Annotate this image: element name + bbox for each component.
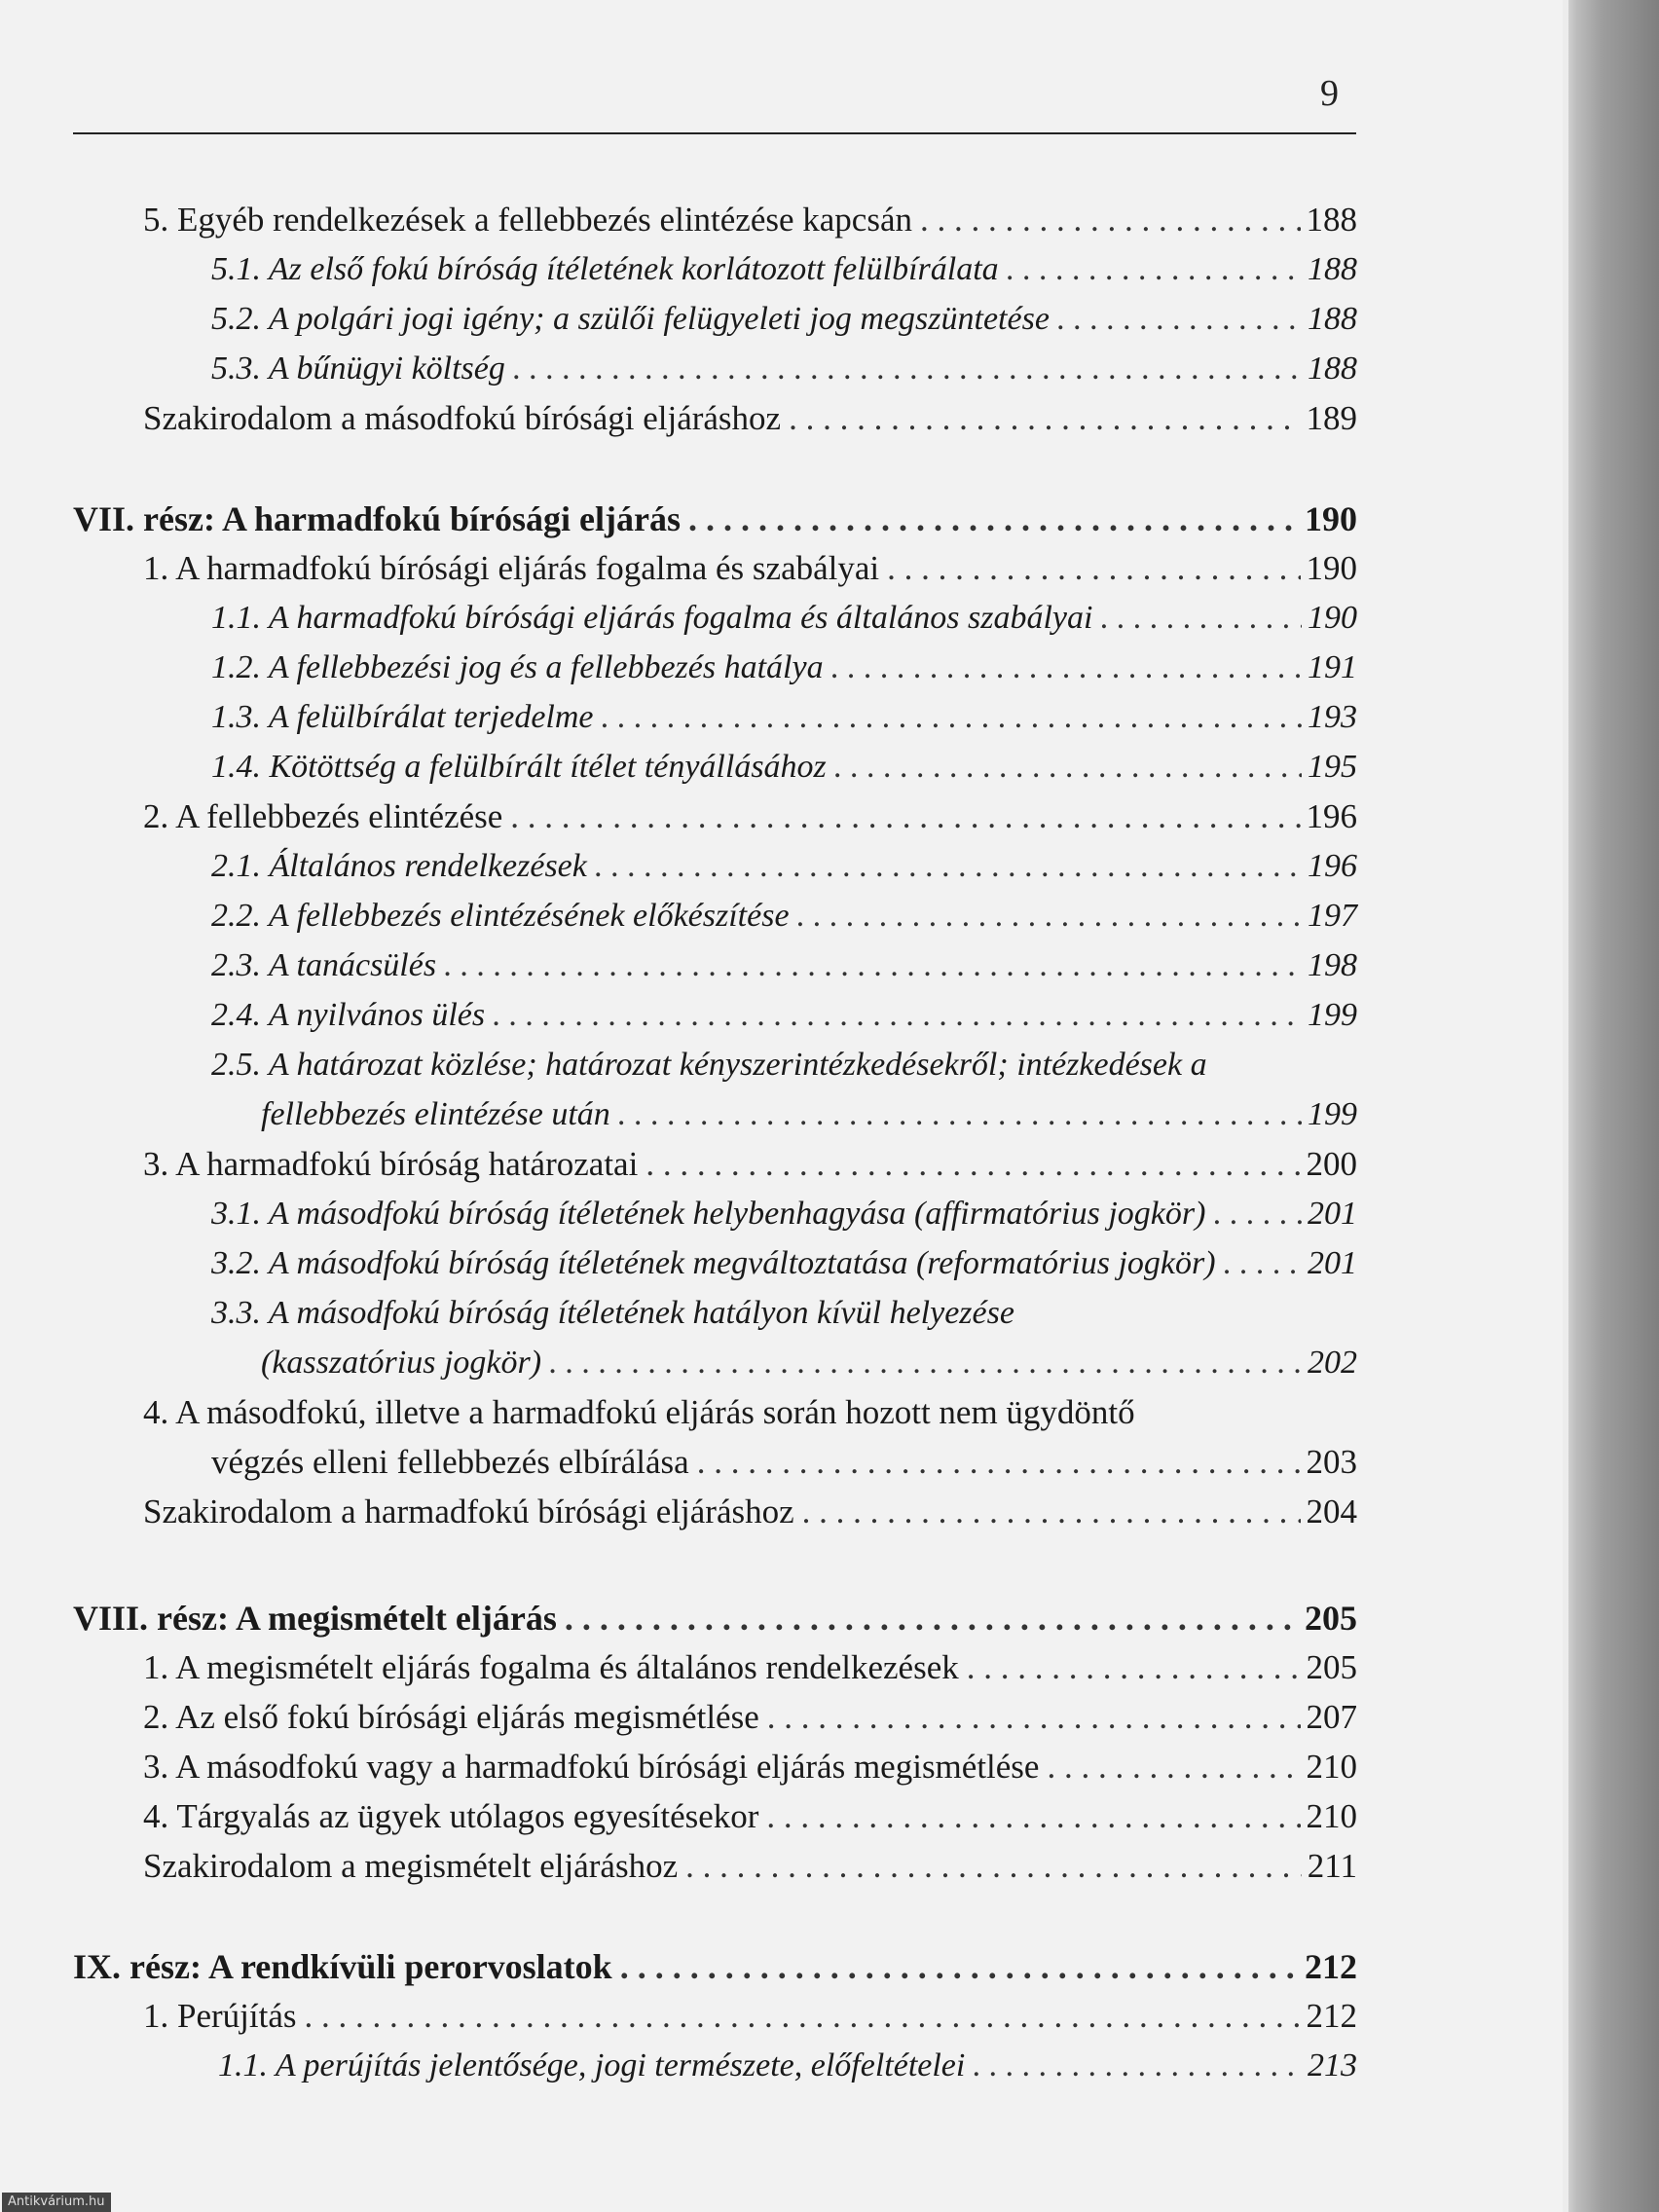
toc-entry[interactable] bbox=[143, 1842, 1357, 1891]
toc-entry[interactable] bbox=[211, 594, 1357, 643]
toc-entry-page: 193 bbox=[1308, 699, 1357, 735]
toc-entry-page: 188 bbox=[1308, 301, 1357, 337]
watermark: Antikvárium.hu bbox=[2, 2193, 111, 2212]
toc-entry[interactable] bbox=[143, 196, 1357, 244]
toc-entry-title: 3. A harmadfokú bíróság határozatai bbox=[143, 1145, 639, 1183]
toc-entry-page: 202 bbox=[1308, 1345, 1357, 1381]
toc-entry-page: 212 bbox=[1305, 1947, 1357, 1986]
toc-entry-page: 190 bbox=[1305, 499, 1357, 538]
toc-entry[interactable] bbox=[211, 245, 1357, 294]
toc-entry-title: 1. A harmadfokú bírósági eljárás fogalma és szabályai bbox=[143, 549, 880, 587]
toc-entry-page: 195 bbox=[1308, 749, 1357, 785]
toc-entry-title: 2.4. A nyilvános ülés bbox=[211, 997, 486, 1033]
toc-entry-page: 200 bbox=[1306, 1145, 1357, 1183]
toc-entry[interactable] bbox=[211, 693, 1357, 742]
toc-entry[interactable] bbox=[211, 892, 1357, 940]
toc-entry-page: 189 bbox=[1306, 399, 1357, 437]
toc-entry-page: 205 bbox=[1306, 1648, 1357, 1686]
toc-entry-first-line: 2.5. A határozat közlése; határozat kényszerintézkedésekről; intézkedések a bbox=[211, 1047, 1207, 1083]
toc-entry-title: 2. A fellebbezés elintézése bbox=[143, 797, 503, 835]
toc-entry-page: 205 bbox=[1305, 1599, 1357, 1638]
toc-entry-page: 191 bbox=[1308, 649, 1357, 685]
toc-entry[interactable] bbox=[143, 394, 1357, 443]
toc-entry-page: 198 bbox=[1308, 947, 1357, 983]
toc-part-heading[interactable] bbox=[73, 1594, 1357, 1642]
toc-entry-page: 188 bbox=[1306, 201, 1357, 239]
toc-entry-title: 1.1. A perújítás jelentősége, jogi természete, előfeltételei bbox=[218, 2047, 966, 2083]
toc-part-heading[interactable] bbox=[73, 1942, 1357, 1991]
toc-entry-title: IX. rész: A rendkívüli perorvoslatok bbox=[73, 1947, 612, 1986]
toc-entry[interactable] bbox=[211, 1190, 1357, 1238]
toc-entry[interactable] bbox=[211, 1239, 1357, 1288]
toc-entry[interactable] bbox=[211, 991, 1357, 1040]
toc-entry-title: 2. Az első fokú bírósági eljárás megismétlése bbox=[143, 1698, 759, 1736]
toc-entry-page: 201 bbox=[1308, 1245, 1357, 1281]
toc-entry[interactable] bbox=[143, 1488, 1357, 1536]
toc-entry[interactable] bbox=[143, 1792, 1357, 1841]
toc-entry-page: 199 bbox=[1308, 997, 1357, 1033]
toc-entry-title: Szakirodalom a megismételt eljáráshoz bbox=[143, 1847, 679, 1885]
toc-entry-title: 5.1. Az első fokú bíróság ítéletének korlátozott felülbírálata bbox=[211, 251, 999, 287]
toc-entry-page: 196 bbox=[1306, 797, 1357, 835]
toc-entry-title: VIII. rész: A megismételt eljárás bbox=[73, 1599, 557, 1638]
toc-entry-page: 196 bbox=[1308, 848, 1357, 884]
toc-entry-title: 5.2. A polgári jogi igény; a szülői felügyeleti jog megszüntetése bbox=[211, 301, 1050, 337]
toc-entry[interactable] bbox=[143, 1743, 1357, 1791]
toc-entry-title: 3.1. A másodfokú bíróság ítéletének helybenhagyása (affirmatórius jogkör) bbox=[211, 1196, 1206, 1232]
toc-entry[interactable] bbox=[143, 1643, 1357, 1692]
toc-entry-page: 188 bbox=[1308, 350, 1357, 387]
toc-entry[interactable] bbox=[143, 793, 1357, 841]
toc-entry-title: 1.1. A harmadfokú bírósági eljárás fogalma és általános szabályai bbox=[211, 600, 1093, 636]
toc-entry[interactable] bbox=[143, 544, 1357, 593]
toc-entry-title: 1.3. A felülbírálat terjedelme bbox=[211, 699, 594, 735]
toc-entry-page: 197 bbox=[1308, 898, 1357, 934]
toc-entry[interactable] bbox=[211, 941, 1357, 990]
toc-entry-page: 207 bbox=[1306, 1698, 1357, 1736]
toc-entry-title: 1. A megismételt eljárás fogalma és általános rendelkezések bbox=[143, 1648, 959, 1686]
toc-entry-title: 5.3. A bűnügyi költség bbox=[211, 350, 505, 387]
toc-entry-title: végzés elleni fellebbezés elbírálása bbox=[211, 1443, 689, 1481]
toc-entry-page: 188 bbox=[1308, 251, 1357, 287]
toc-entry[interactable] bbox=[143, 1992, 1357, 2041]
toc-entry[interactable] bbox=[211, 1438, 1357, 1487]
toc-entry-title: 2.1. Általános rendelkezések bbox=[211, 848, 587, 884]
toc-entry[interactable] bbox=[143, 1693, 1357, 1742]
toc-entry-title: 1.2. A fellebbezési jog és a fellebbezés hatálya bbox=[211, 649, 824, 685]
toc-entry-page: 190 bbox=[1308, 600, 1357, 636]
toc-entry-title: fellebbezés elintézése után bbox=[261, 1096, 610, 1132]
page-number: 9 bbox=[1320, 73, 1339, 114]
toc-entry-title: VII. rész: A harmadfokú bírósági eljárás bbox=[73, 499, 681, 538]
toc-entry-title: 2.3. A tanácsülés bbox=[211, 947, 437, 983]
toc-entry-page: 203 bbox=[1306, 1443, 1357, 1481]
toc-entry-page: 204 bbox=[1306, 1493, 1357, 1530]
toc-entry[interactable] bbox=[218, 2042, 1357, 2090]
toc-entry-title: 1. Perújítás bbox=[143, 1997, 297, 2035]
toc-entry-first-line: 4. A másodfokú, illetve a harmadfokú eljárás során hozott nem ügydöntő bbox=[143, 1393, 1135, 1431]
toc-entry-title: Szakirodalom a harmadfokú bírósági eljáráshoz bbox=[143, 1493, 794, 1530]
page-edge-shadow bbox=[1563, 0, 1659, 2212]
toc-entry-title: 4. Tárgyalás az ügyek utólagos egyesítésekor bbox=[143, 1797, 759, 1835]
toc-entry-page: 210 bbox=[1306, 1797, 1357, 1835]
toc-entry[interactable] bbox=[143, 1140, 1357, 1189]
toc-entry[interactable] bbox=[261, 1090, 1357, 1139]
toc-entry-title: Szakirodalom a másodfokú bírósági eljáráshoz bbox=[143, 399, 782, 437]
toc-entry-page: 190 bbox=[1306, 549, 1357, 587]
toc-entry[interactable] bbox=[211, 842, 1357, 891]
toc-entry-title: (kasszatórius jogkör) bbox=[261, 1345, 542, 1381]
toc-entry-page: 212 bbox=[1306, 1997, 1357, 2035]
toc-entry-page: 199 bbox=[1308, 1096, 1357, 1132]
toc-entry[interactable] bbox=[211, 644, 1357, 692]
toc-entry-first-line: 3.3. A másodfokú bíróság ítéletének hatályon kívül helyezése bbox=[211, 1295, 1014, 1331]
toc-entry[interactable] bbox=[211, 743, 1357, 792]
toc-entry-title: 5. Egyéb rendelkezések a fellebbezés elintézése kapcsán bbox=[143, 201, 912, 239]
toc-entry-title: 3. A másodfokú vagy a harmadfokú bírósági eljárás megismétlése bbox=[143, 1748, 1040, 1786]
toc-entry-page: 211 bbox=[1307, 1847, 1357, 1885]
toc-entry-page: 201 bbox=[1308, 1196, 1357, 1232]
toc-entry-page: 210 bbox=[1306, 1748, 1357, 1786]
toc-entry[interactable] bbox=[211, 345, 1357, 393]
toc-entry-title: 1.4. Kötöttség a felülbírált ítélet tényállásához bbox=[211, 749, 827, 785]
toc-entry-title: 2.2. A fellebbezés elintézésének előkészítése bbox=[211, 898, 790, 934]
toc-entry-title: 3.2. A másodfokú bíróság ítéletének megváltoztatása (reformatórius jogkör) bbox=[211, 1245, 1216, 1281]
toc-entry-page: 213 bbox=[1308, 2047, 1357, 2083]
toc-entry[interactable] bbox=[261, 1339, 1357, 1387]
toc-entry[interactable] bbox=[211, 295, 1357, 344]
toc-part-heading[interactable] bbox=[73, 495, 1357, 543]
